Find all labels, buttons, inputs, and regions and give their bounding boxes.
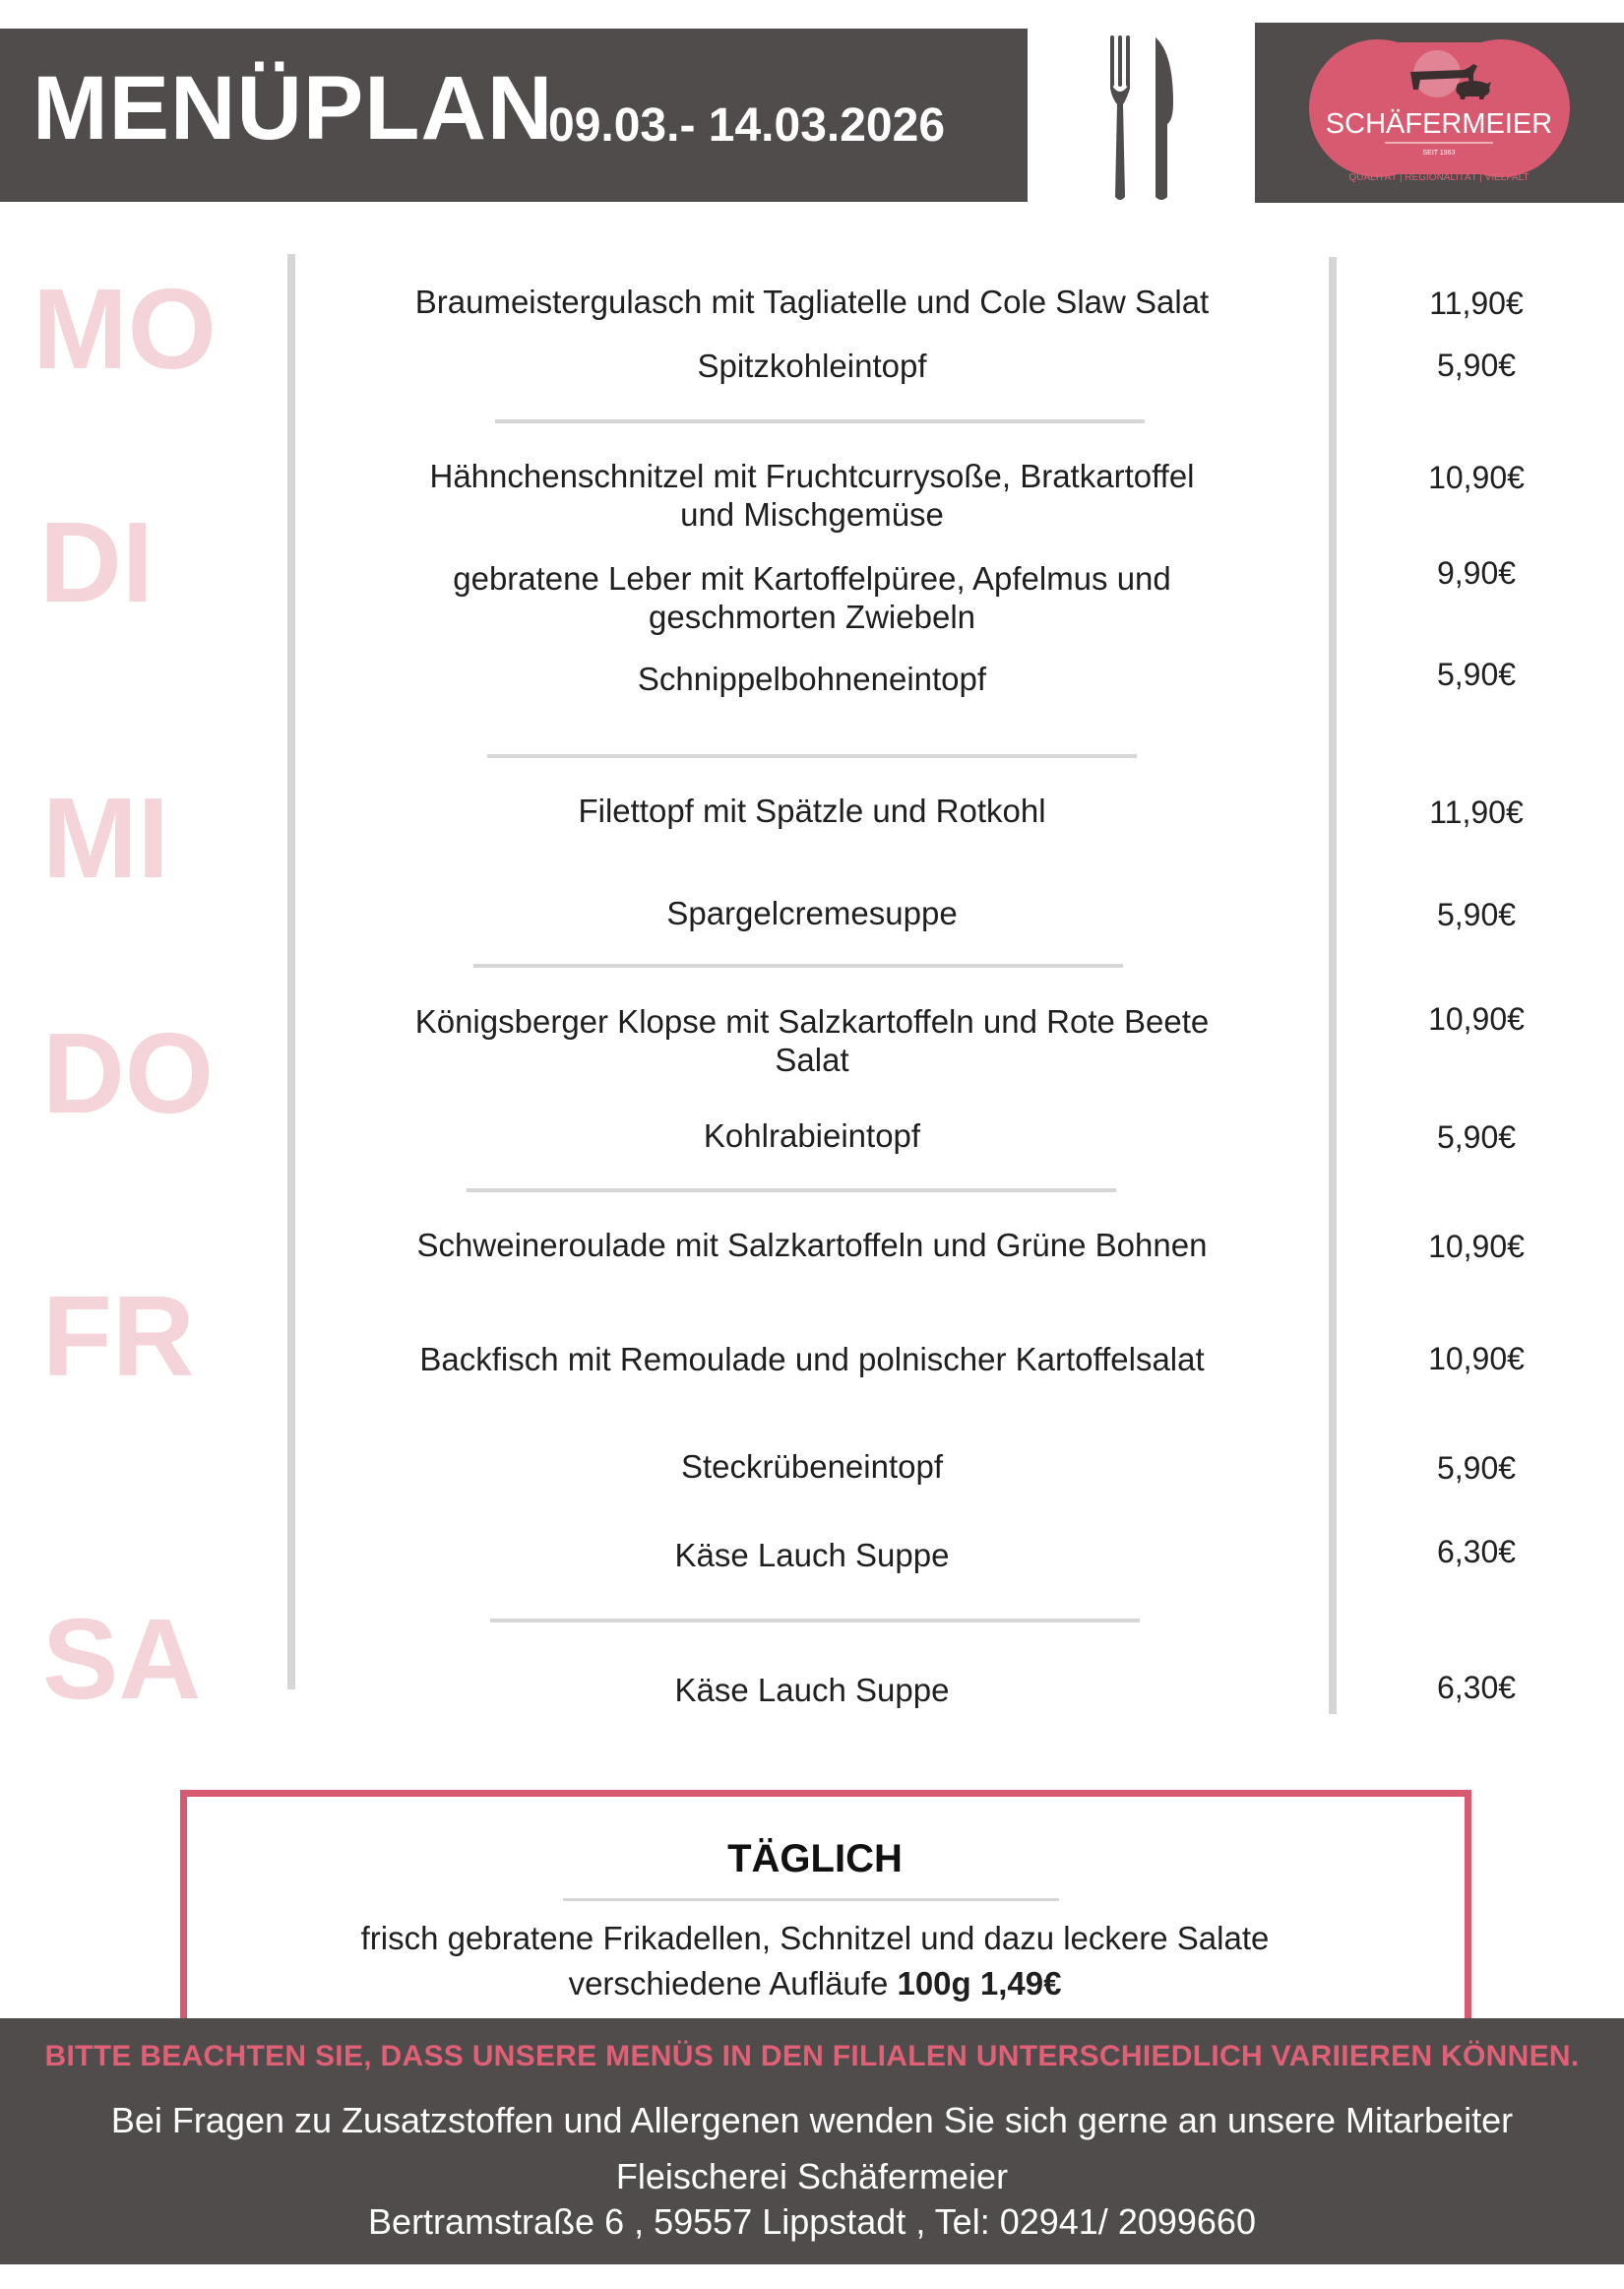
day-label-mi: MI — [42, 774, 169, 902]
logo-since: SEIT 1963 — [1422, 150, 1456, 157]
daily-separator — [563, 1898, 1059, 1901]
right-divider — [1329, 257, 1337, 1714]
dish-mo-2: Spitzkohleintopf — [697, 348, 927, 384]
price-fr-1: 10,90€ — [1428, 1229, 1525, 1264]
dish-mo-1: Braumeistergulasch mit Tagliatelle und Cole Slaw Salat — [414, 284, 1210, 320]
dish-fr-2: Backfisch mit Remoulade und polnischer Kartoffelsalat — [419, 1341, 1205, 1377]
price-fr-2: 10,90€ — [1428, 1341, 1525, 1376]
day-label-do: DO — [42, 1009, 214, 1137]
separator-mo-di — [495, 419, 1145, 423]
dish-do-2: Kohlrabieintopf — [703, 1117, 921, 1154]
price-mi-1: 11,90€ — [1429, 795, 1524, 830]
dish-di-2: gebratene Leber mit Kartoffelpüree, Apfelmus und geschmorten Zwiebeln — [453, 560, 1171, 635]
price-fr-3: 5,90€ — [1436, 1450, 1517, 1486]
price-mo-1: 11,90€ — [1429, 286, 1524, 321]
day-label-di: DI — [39, 498, 154, 626]
price-di-2: 9,90€ — [1436, 555, 1517, 591]
date-range: 09.03.- 14.03.2026 — [548, 99, 946, 152]
price-di-3: 5,90€ — [1436, 657, 1517, 692]
day-label-sa: SA — [42, 1595, 202, 1723]
allergen-info: Bei Fragen zu Zusatzstoffen und Allergenen wenden Sie sich gerne an unsere Mitarbeiter — [110, 2100, 1514, 2140]
dish-mi-1: Filettopf mit Spätzle und Rotkohl — [578, 793, 1046, 829]
dish-sa-1: Käse Lauch Suppe — [674, 1672, 950, 1708]
footer-note: BITTE BEACHTEN SIE, DASS UNSERE MENÜS IN DEN FILIALEN UNTERSCHIEDLICH VARIIEREN KÖNNEN. — [44, 2040, 1580, 2072]
price-mi-2: 5,90€ — [1436, 897, 1517, 932]
company-name: Fleischerei Schäfermeier — [615, 2156, 1009, 2196]
price-do-1: 10,90€ — [1428, 1001, 1525, 1037]
separator-do-fr — [467, 1188, 1116, 1192]
dish-di-3: Schnippelbohneneintopf — [637, 661, 987, 697]
price-di-1: 10,90€ — [1428, 460, 1525, 495]
price-mo-2: 5,90€ — [1436, 348, 1517, 383]
price-fr-4: 6,30€ — [1436, 1534, 1517, 1569]
day-label-mo: MO — [32, 265, 217, 393]
schaefermeier-logo — [1255, 23, 1624, 203]
price-sa-1: 6,30€ — [1436, 1670, 1517, 1705]
daily-title: TÄGLICH — [727, 1837, 903, 1880]
cutlery-icon — [1104, 33, 1178, 203]
dish-do-1: Königsberger Klopse mit Salzkartoffeln und Rote Beete Salat — [414, 1003, 1210, 1078]
price-do-2: 5,90€ — [1436, 1119, 1517, 1155]
separator-fr-sa — [490, 1619, 1140, 1622]
dish-fr-1: Schweineroulade mit Salzkartoffeln und Grüne Bohnen — [416, 1227, 1208, 1263]
separator-mi-do — [473, 964, 1123, 968]
daily-line-1: frisch gebratene Frikadellen, Schnitzel und dazu leckere Salate — [360, 1920, 1270, 1956]
page-title: MENÜPLAN — [32, 58, 554, 159]
separator-di-mi — [487, 754, 1137, 758]
company-address: Bertramstraße 6 , 59557 Lippstadt , Tel: 02941/ 2099660 — [368, 2201, 1256, 2242]
logo-tagline: QUALITÄT | REGIONALITÄT | VIELFALT — [1348, 172, 1530, 183]
dish-mi-2: Spargelcremesuppe — [666, 895, 958, 931]
day-label-fr: FR — [42, 1272, 195, 1400]
daily-line-2: verschiedene Aufläufe 100g 1,49€ — [568, 1965, 1062, 2002]
dish-fr-4: Käse Lauch Suppe — [674, 1537, 950, 1573]
dish-di-1: Hähnchenschnitzel mit Fruchtcurrysoße, Bratkartoffel und Mischgemüse — [429, 458, 1195, 533]
left-divider — [287, 254, 295, 1689]
dish-fr-3: Steckrübeneintopf — [680, 1448, 943, 1485]
logo-brand: SCHÄFERMEIER — [1325, 108, 1553, 140]
